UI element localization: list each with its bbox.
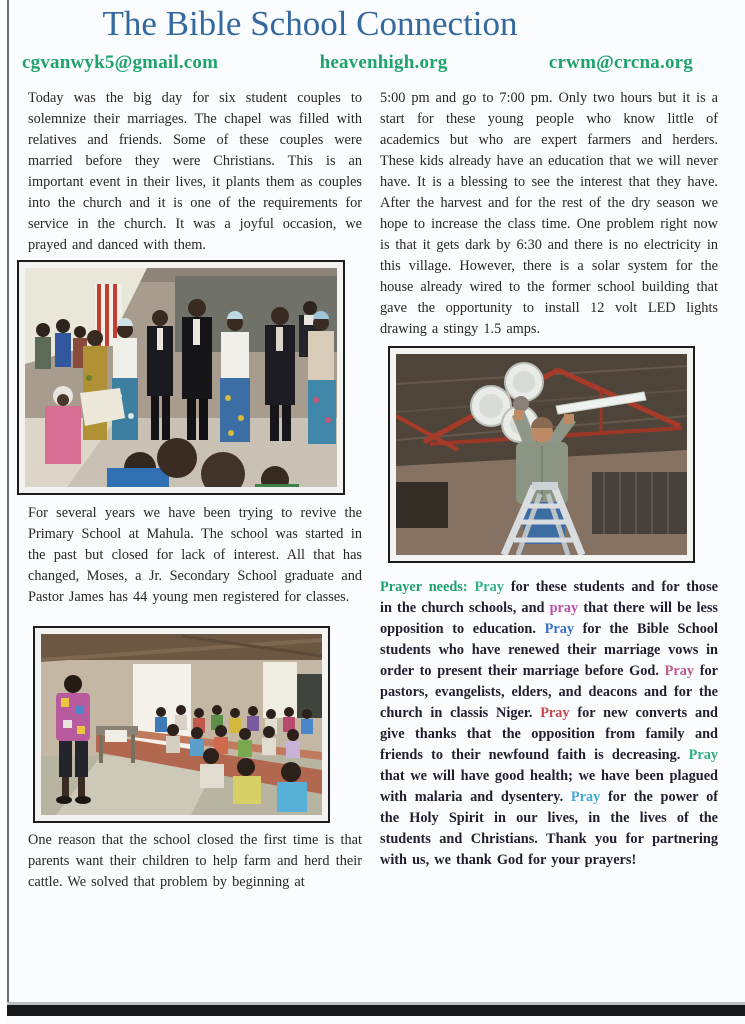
photo-wedding-ceremony-art [25, 268, 337, 487]
paragraph-weddings: Today was the big day for six student couples to solemnize their marriages. The chapel was filled with relatives and friends. Some of these couples were married before they were Christians. This is an important event in their lives, it plants them as couples into the church and it is one of the requirements for service in the church. It was a joyful occasion, we prayed and danced with them. [28, 90, 362, 253]
paragraph-primary-school: For several years we have been trying to revive the Primary School at Mahula. The school was started in the past but closed for lack of interest. All that has changed, Moses, a Jr. Secondary School graduate and Pastor James has 44 young men registered for classes. [28, 505, 362, 605]
left-column [28, 88, 362, 893]
prayer-needs-paragraph: Prayer needs: Pray for these students and for those in the church schools, and pray that there will be less opposition to education. Pray for the Bible School students who have renewed their marriage vows in order to present their marriage before God. Pray for pastors, evangelists, elders, and deacons and for the church in classis Niger. Pray for new converts and give thanks that the opposition from family and friends to their newfound faith is decreasing. Pray that we will have good health; we have been plagued with malaria and dysentery. Pray for the power of the Holy Spirit in our lives, in the lives of the students and Christians. Thank you for partnering with us, we thank God for your prayers! [380, 579, 718, 868]
photo-wedding-ceremony [17, 260, 345, 495]
photo-classroom-art [41, 634, 322, 815]
photo-led-install [388, 346, 695, 563]
scan-edge-left-line [7, 0, 9, 1006]
paragraph-school-closed: One reason that the school closed the first time is that parents want their children to help farm and herd their cattle. We solved that problem by beginning at [28, 832, 362, 890]
contact-links-row [22, 52, 693, 74]
scan-edge-strip [0, 0, 7, 1024]
page-title: The Bible School Connection [102, 4, 518, 43]
email-link-crcna: crwm@crcna.org [548, 52, 693, 73]
photo-led-install-art [396, 354, 687, 555]
right-column [380, 88, 718, 871]
email-link-gmail: cgvanwyk5@gmail.com [22, 52, 219, 73]
photo-classroom [33, 626, 330, 823]
paragraph-class-schedule: 5:00 pm and go to 7:00 pm. Only two hours but it is a start for these young people who know little of academics but who are expert farmers and herders. These kids already have an education that we will never have. It is a blessing to see the interest that they have. After the harvest and for the rest of the dry season we hope to increase the class time. One problem right now is that it gets dark by 6:30 and there is no electricity in this village. However, there is a solar system for the house already wired to the former school building that gave the opportunity to install 12 volt LED lights drawing a stingy 1.5 amps. [380, 90, 718, 337]
website-link-heavenhigh: heavenhigh.org [319, 52, 448, 73]
scan-edge-bottom-bar [7, 1005, 745, 1016]
